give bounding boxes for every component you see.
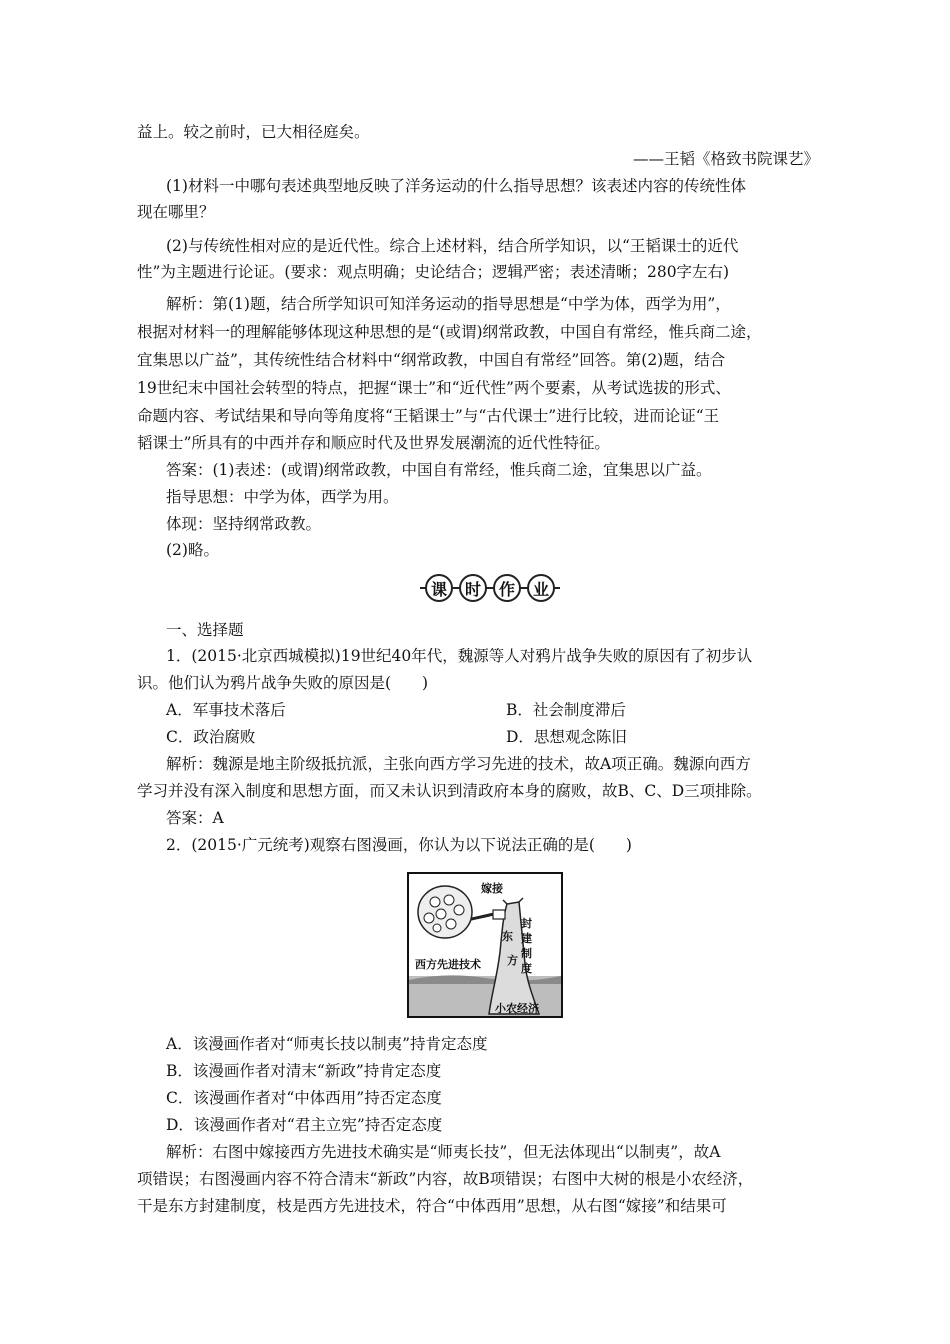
q1-option-b: B．社会制度滞后	[506, 701, 626, 719]
q1-analysis-line-2: 学习并没有深入制度和思想方面，而又未认识到清政府本身的腐败，故B、C、D三项排除。	[137, 782, 762, 800]
q1-answer: 答案：A	[166, 809, 224, 827]
q2-option-c: C．该漫画作者对“中体西用”持否定态度	[166, 1089, 442, 1107]
cartoon-figure	[407, 872, 563, 1018]
section-banner	[420, 572, 560, 604]
q2-analysis-line-3: 干是东方封建制度，枝是西方先进技术，符合“中体西用”思想，从右图“嫁接”和结果可	[137, 1197, 727, 1215]
answer-line: 体现：坚持纲常政教。	[166, 515, 322, 533]
q2-option-a: A．该漫画作者对“师夷长技以制夷”持肯定态度	[166, 1035, 488, 1053]
q1-option-d: D．思想观念陈旧	[506, 728, 627, 746]
analysis-line: 命题内容、考试结果和导向等角度将“王韬课士”与“古代课士”进行比较，进而论证“王	[137, 407, 720, 425]
answer-line: 答案：(1)表述：(或谓)纲常政教，中国自有常经，惟兵商二途，宜集思以广益。	[166, 461, 712, 479]
analysis-line: 19世纪末中国社会转型的特点，把握“课士”和“近代性”两个要素，从考试选拔的形式、	[137, 379, 731, 397]
banner-char: 时	[459, 574, 487, 602]
banner-char: 作	[493, 574, 521, 602]
q2-analysis-line-2: 项错误；右图漫画内容不符合清末“新政”内容，故B项错误；右图中大树的根是小农经济，	[137, 1170, 754, 1188]
q2-analysis-line-1: 解析：右图中嫁接西方先进技术确实是“师夷长技”，但无法体现出“以制夷”，故A	[166, 1143, 721, 1161]
q1-stem-line-1: 1．(2015·北京西城模拟)19世纪40年代，魏源等人对鸦片战争失败的原因有了初步认	[166, 647, 753, 665]
analysis-line: 宜集思以广益”，其传统性结合材料中“纲常政教，中国自有常经”回答。第(2)题，结合	[137, 351, 726, 369]
material-source: ——王韬《格致书院课艺》	[632, 150, 819, 168]
figure-label-fang: 方	[507, 954, 518, 967]
q1-option-a: A．军事技术落后	[166, 701, 286, 719]
material-tail: 益上。较之前时，已大相径庭矣。	[137, 123, 370, 141]
question-2-line-2: 性”为主题进行论证。(要求：观点明确；史论结合；逻辑严密；表述清晰；280字左右)	[137, 263, 730, 281]
question-1-line-2: 现在哪里？	[137, 203, 215, 221]
q1-stem-line-2: 识。他们认为鸦片战争失败的原因是( )	[137, 674, 429, 692]
question-1-line-1: (1)材料一中哪句表述典型地反映了洋务运动的什么指导思想？该表述内容的传统性体	[166, 177, 746, 195]
q1-option-c: C．政治腐败	[166, 728, 256, 746]
banner-char: 业	[527, 574, 555, 602]
figure-label-small-peasant: 小农经济	[495, 1002, 539, 1015]
figure-label-western: 西方先进技术	[415, 958, 481, 971]
banner-char: 课	[425, 574, 453, 602]
figure-label-east: 东	[502, 930, 513, 943]
q2-stem: 2．(2015·广元统考)观察右图漫画，你认为以下说法正确的是( )	[166, 836, 632, 854]
q2-option-d: D．该漫画作者对“君主立宪”持否定态度	[166, 1116, 443, 1134]
section-heading: 一、选择题	[166, 621, 244, 639]
figure-label-graft: 嫁接	[481, 882, 503, 895]
figure-label-feudal: 封建制度	[521, 917, 532, 975]
answer-line: (2)略。	[166, 541, 219, 559]
analysis-line: 根据对材料一的理解能够体现这种思想的是“(或谓)纲常政教，中国自有常经，惟兵商二途，	[137, 323, 762, 341]
analysis-line: 解析：第(1)题，结合所学知识可知洋务运动的指导思想是“中学为体，西学为用”，	[166, 295, 731, 313]
q1-analysis-line-1: 解析：魏源是地主阶级抵抗派，主张向西方学习先进的技术，故A项正确。魏源向西方	[166, 755, 751, 773]
question-2-line-1: (2)与传统性相对应的是近代性。综合上述材料，结合所学知识，以“王韬课士的近代	[166, 237, 739, 255]
analysis-line: 韬课士”所具有的中西并存和顺应时代及世界发展潮流的近代性特征。	[137, 434, 610, 452]
q2-option-b: B．该漫画作者对清末“新政”持肯定态度	[166, 1062, 442, 1080]
answer-line: 指导思想：中学为体，西学为用。	[166, 488, 399, 506]
